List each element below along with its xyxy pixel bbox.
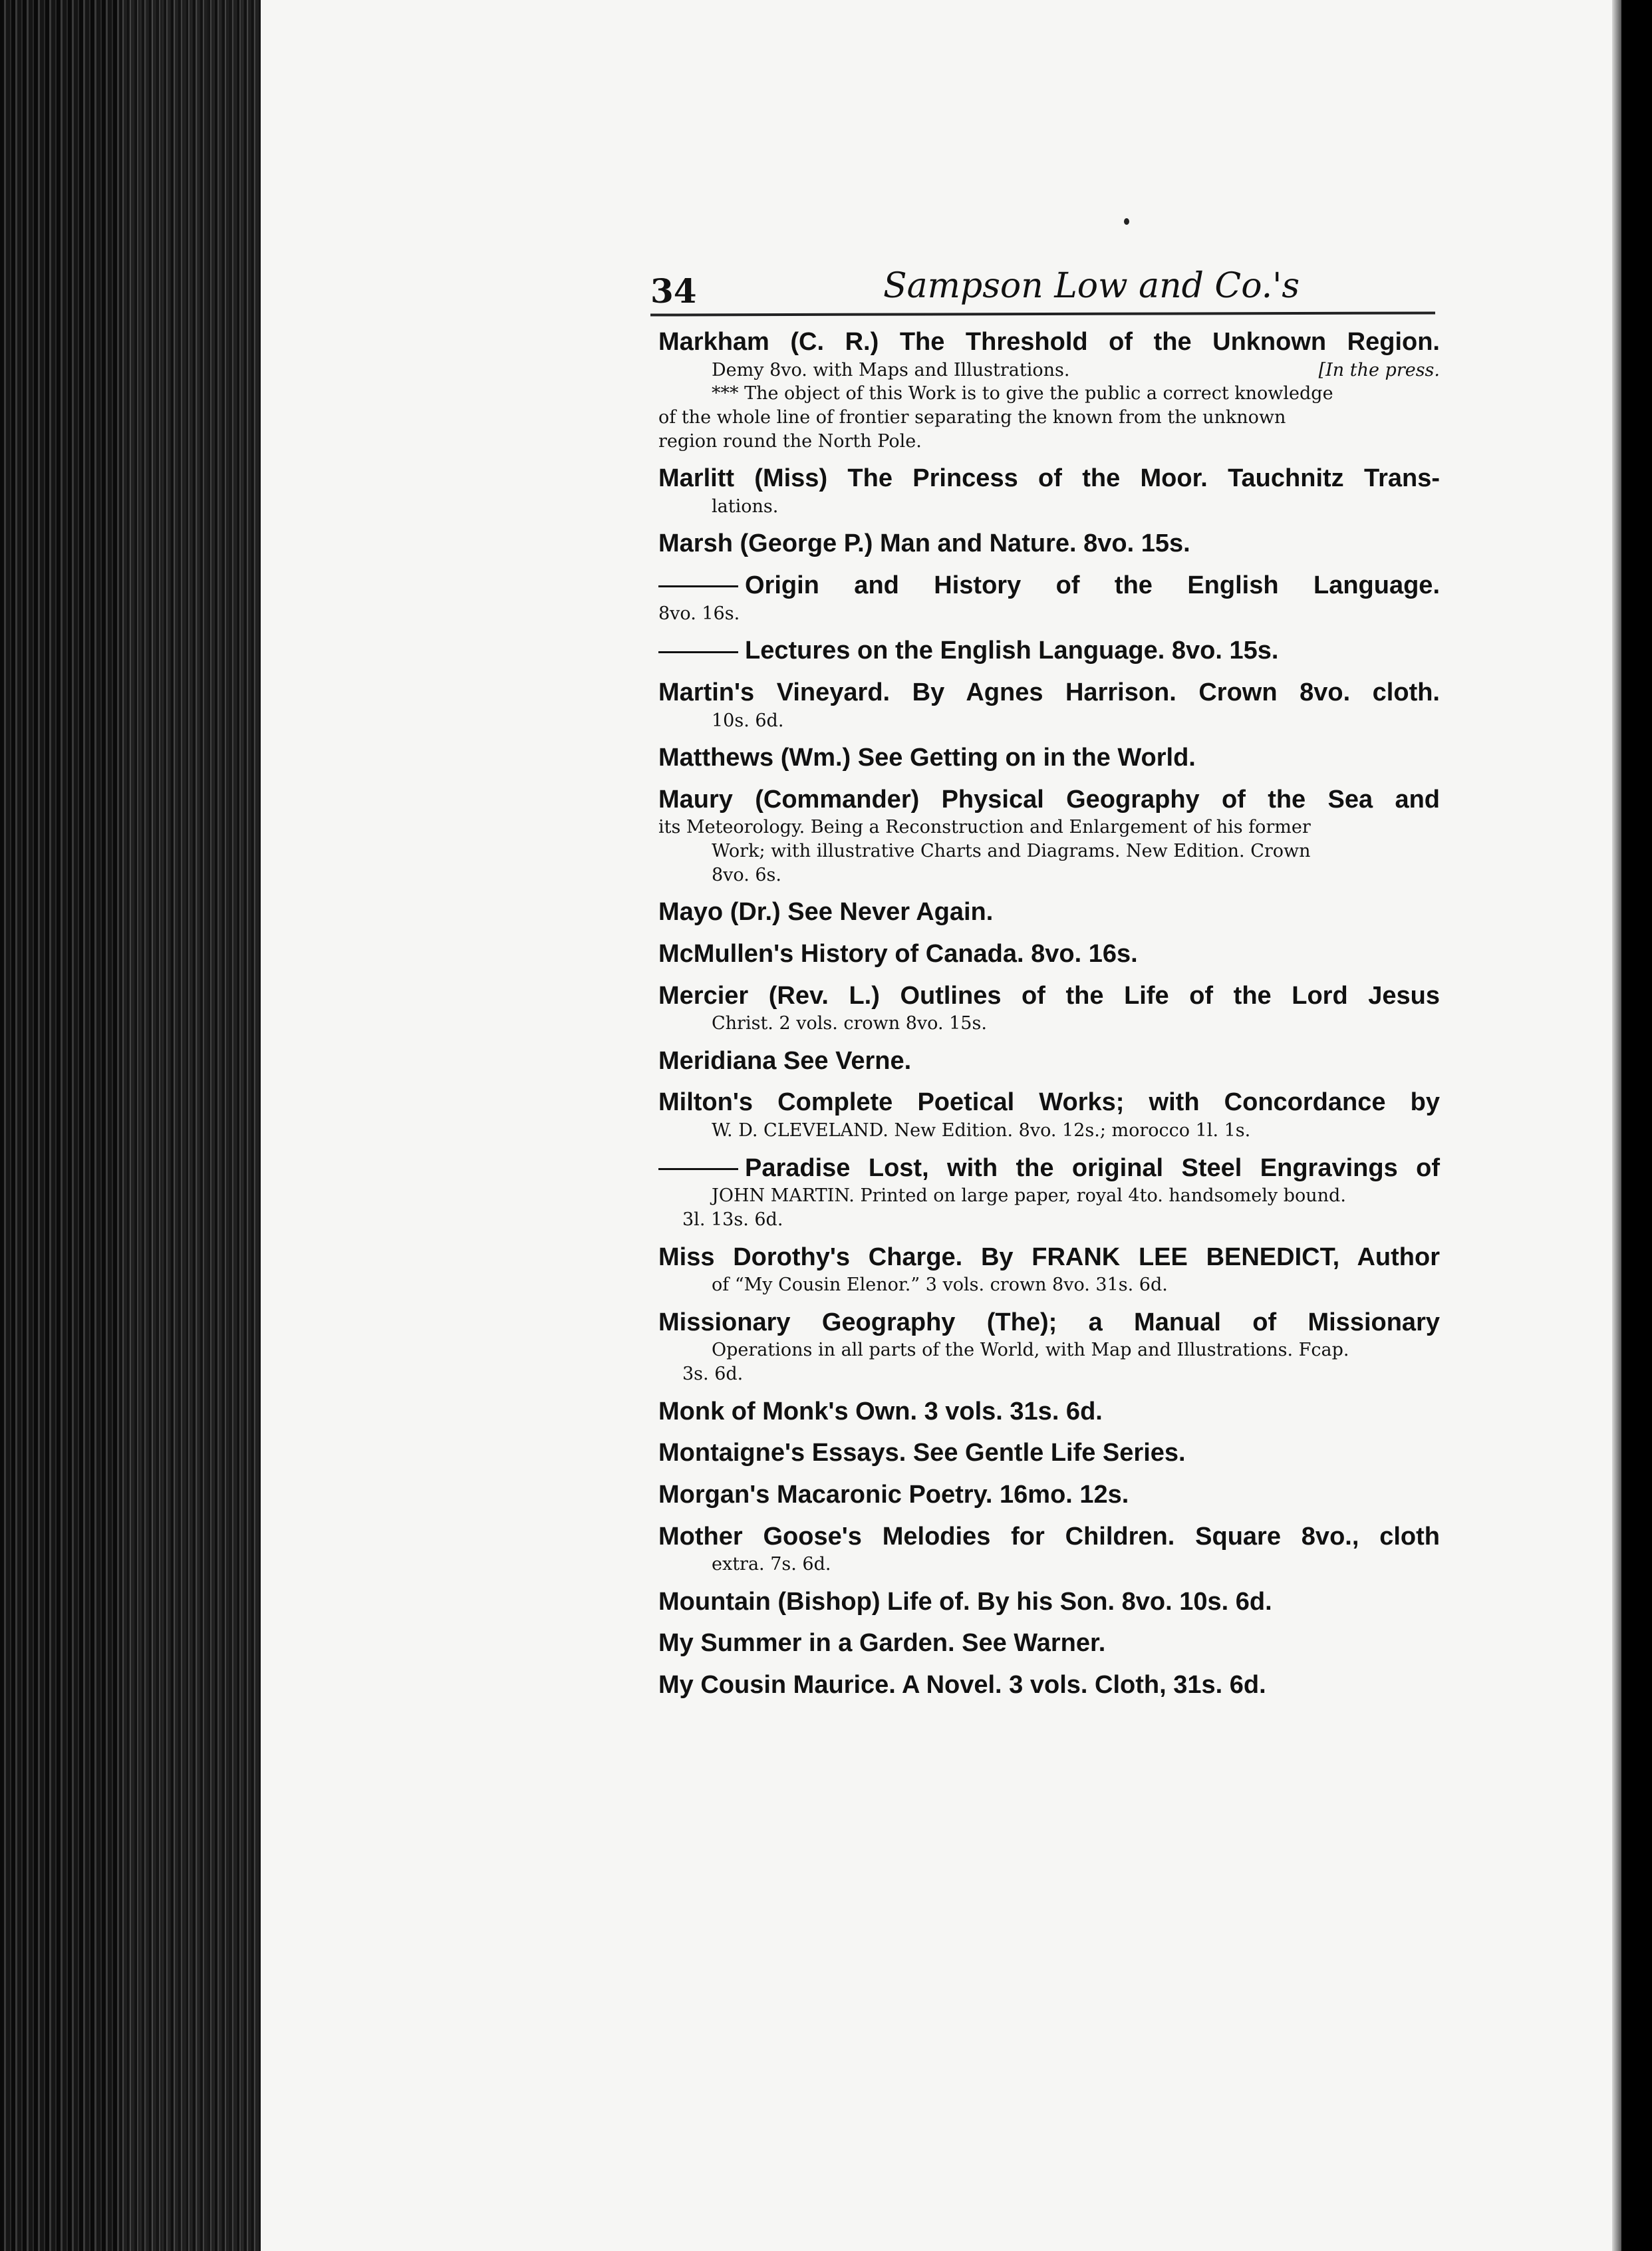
book-page-edges xyxy=(0,0,261,2251)
catalogue-entry xyxy=(658,1586,1440,1618)
entry-heading: Mercier (Rev. L.) Outlines of the Life of the Lord Jesus xyxy=(658,981,1440,1010)
entry-detail: Christ. 2 vols. crown 8vo. 15s. xyxy=(712,1013,987,1034)
catalogue-entry xyxy=(658,896,1440,929)
entry-detail: JOHN MARTIN. Printed on large paper, royal 4to. handsomely bound. xyxy=(712,1185,1346,1207)
catalogue-entry xyxy=(658,980,1440,1036)
entry-detail: region round the North Pole. xyxy=(658,430,922,452)
entry-heading: Paradise Lost, with the original Steel Engravings of xyxy=(658,1152,1440,1185)
entry-detail: lations. xyxy=(712,496,779,517)
catalogue-entry xyxy=(658,1241,1440,1297)
catalogue-entry xyxy=(658,1045,1440,1078)
entry-detail: Operations in all parts of the World, with Map and Illustrations. Fcap. xyxy=(712,1340,1349,1361)
entry-heading: Milton's Complete Poetical Works; with Concordance by xyxy=(658,1088,1440,1117)
catalogue-entry xyxy=(658,676,1440,732)
entry-detail: of “My Cousin Elenor.” 3 vols. crown 8vo. 31s. 6d. xyxy=(712,1275,1168,1296)
page-number: 34 xyxy=(650,271,697,311)
ink-speck xyxy=(1124,218,1129,225)
entry-heading: My Cousin Maurice. A Novel. 3 vols. Cloth, 31s. 6d. xyxy=(658,1671,1266,1699)
catalogue-entry xyxy=(658,1669,1440,1702)
entry-heading: My Summer in a Garden. See Warner. xyxy=(658,1629,1106,1658)
entry-detail: its Meteorology. Being a Reconstruction and Enlargement of his former xyxy=(658,817,1311,838)
entry-detail: 8vo. 16s. xyxy=(658,603,740,624)
ditto-dash xyxy=(658,585,738,587)
catalogue-entry xyxy=(658,569,1440,625)
catalogue-entry xyxy=(658,1086,1440,1142)
entry-heading: Montaigne's Essays. See Gentle Life Series. xyxy=(658,1439,1186,1467)
entry-heading: Monk of Monk's Own. 3 vols. 31s. 6d. xyxy=(658,1397,1103,1426)
entry-detail: 10s. 6d. xyxy=(712,710,784,731)
entry-heading: Matthews (Wm.) See Getting on in the World. xyxy=(658,744,1196,772)
entry-detail: W. D. CLEVELAND. New Edition. 8vo. 12s.; morocco 1l. 1s. xyxy=(712,1120,1251,1141)
page-right-edge xyxy=(1612,0,1652,2251)
entry-detail: 3l. 13s. 6d. xyxy=(682,1209,783,1230)
entry-heading: Marsh (George P.) Man and Nature. 8vo. 15s. xyxy=(658,529,1190,558)
catalogue-entry xyxy=(658,635,1440,667)
entry-heading: Maury (Commander) Physical Geography of the Sea and xyxy=(658,785,1440,814)
entry-detail: *** The object of this Work is to give the public a correct knowledge xyxy=(712,383,1333,404)
catalogue-entry xyxy=(658,1152,1440,1232)
catalogue-entry xyxy=(658,462,1440,518)
catalogue-entry xyxy=(658,1437,1440,1469)
catalogue-entry xyxy=(658,1479,1440,1511)
entry-heading: Miss Dorothy's Charge. By FRANK LEE BENEDICT, Author xyxy=(658,1243,1440,1271)
catalogue-entry xyxy=(658,1396,1440,1428)
ditto-dash xyxy=(658,651,738,653)
catalogue-entry xyxy=(658,326,1440,453)
catalogue-entry xyxy=(658,527,1440,560)
entry-heading: Markham (C. R.) The Threshold of the Unknown Region. xyxy=(658,328,1440,356)
catalogue-entry xyxy=(658,784,1440,887)
entry-detail: 3s. 6d. xyxy=(682,1364,744,1384)
entry-detail: 8vo. 6s. xyxy=(712,864,781,885)
entry-heading: Missionary Geography (The); a Manual of Missionary xyxy=(658,1308,1440,1336)
catalogue-entry xyxy=(658,742,1440,774)
entry-heading: Mayo (Dr.) See Never Again. xyxy=(658,898,994,927)
entry-heading: McMullen's History of Canada. 8vo. 16s. xyxy=(658,939,1138,968)
running-head-title: Sampson Low and Co.'s xyxy=(883,266,1300,306)
catalogue-entry xyxy=(658,1306,1440,1386)
catalogue-entry xyxy=(658,938,1440,971)
entry-detail: Work; with illustrative Charts and Diagrams. New Edition. Crown xyxy=(712,841,1311,861)
entry-heading: Meridiana See Verne. xyxy=(658,1046,912,1075)
entry-detail: of the whole line of frontier separating the known from the unknown xyxy=(658,406,1286,428)
entry-heading: Lectures on the English Language. 8vo. 15s. xyxy=(658,635,1440,667)
ditto-dash xyxy=(658,1168,738,1170)
entry-note: [In the press. xyxy=(1318,359,1440,380)
entry-detail: extra. 7s. 6d. xyxy=(712,1554,831,1575)
entry-heading: Mountain (Bishop) Life of. By his Son. 8vo. 10s. 6d. xyxy=(658,1587,1272,1616)
catalogue-entry xyxy=(658,1521,1440,1576)
entry-heading: Marlitt (Miss) The Princess of the Moor. Tauchnitz Trans- xyxy=(658,464,1440,493)
entry-heading: Origin and History of the English Language. xyxy=(658,569,1440,602)
entry-heading: Martin's Vineyard. By Agnes Harrison. Crown 8vo. cloth. xyxy=(658,678,1440,706)
entry-detail: Demy 8vo. with Maps and Illustrations. [In the press. xyxy=(658,359,1440,382)
catalogue-entries xyxy=(658,326,1440,1711)
catalogue-entry xyxy=(658,1627,1440,1660)
entry-heading: Mother Goose's Melodies for Children. Square 8vo., cloth xyxy=(658,1522,1440,1551)
entry-heading: Morgan's Macaronic Poetry. 16mo. 12s. xyxy=(658,1480,1129,1509)
